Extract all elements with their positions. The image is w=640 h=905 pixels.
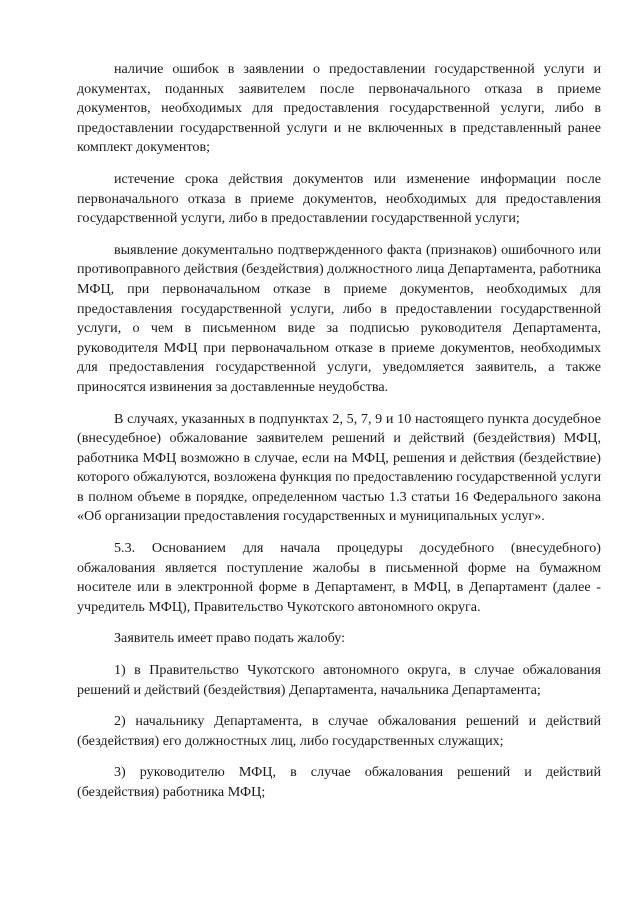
paragraph-document-expiry: истечение срока действия документов или изменение информации после первоначального отказа в приеме документов, необходимых для предоставления государственной услуги, либо в предоставлении государственной услуги; (77, 170, 601, 227)
paragraph-spacer (77, 229, 601, 241)
paragraph-errors-in-application: наличие ошибок в заявлении о предоставлении государственной услуги и документах, поданных заявителем после первоначального отказа в приеме документов, необходимых для предоставления государственной услуги, либо в предоставлении государственной услуги и не включенных в представленный ранее комплект документов; (77, 61, 601, 156)
paragraph-erroneous-action: выявление документально подтвержденного факта (признаков) ошибочного или противоправного действия (бездействия) должностного лица Департамента, работника МФЦ, при первоначальном отказе в приеме документов, необходимых для предоставления государственной услуги, либо в предоставлении государственной услуги, о чем в письменном виде за подписью руководителя Департамента, руководителя МФЦ при первоначальном отказе в приеме документов, необходимых для предоставления государственной услуги, уведомляется заявитель, а также приносятся извинения за доставленные неудобства. (77, 241, 601, 395)
paragraph-right-to-complain: Заявитель имеет право подать жалобу: (114, 630, 345, 647)
paragraph-spacer (77, 700, 601, 712)
paragraph-section-5-3: 5.3. Основанием для начала процедуры досудебного (внесудебного) обжалования является поступление жалобы в письменной форме на бумажном носителе или в электронной форме в Департамент, в МФЦ, в Департамент (далее - учредитель МФЦ), Правительство Чукотского автономного округа. (77, 540, 601, 615)
paragraph-spacer (77, 398, 601, 410)
paragraph-spacer (77, 617, 601, 629)
paragraph-mfc-appeal-cases: В случаях, указанных в подпунктах 2, 5, 7, 9 и 10 настоящего пункта досудебное (внесудебное) обжалование заявителем решений и действий (бездействия) МФЦ, работника МФЦ возможно в случае, если на МФЦ, решения и действия (бездействие) которого обжалуются, возложена функция по предоставлению государственной услуги в полном объеме в порядке, определенном частью 1.3 статьи 16 Федерального закона «Об организации предоставления государственных и муниципальных услуг». (77, 410, 601, 525)
paragraph-spacer (77, 158, 601, 170)
list-item-government: 1) в Правительство Чукотского автономного округа, в случае обжалования решений и действий (бездействия) Департамента, начальника Департамента; (77, 662, 601, 698)
list-item-mfc-head: 3) руководителю МФЦ, в случае обжалования решений и действий (бездействия) работника МФЦ; (77, 764, 601, 800)
list-item-department-head: 2) начальнику Департамента, в случае обжалования решений и действий (бездействия) его должностных лиц, либо государственных служащих; (77, 713, 601, 749)
document-body (77, 60, 601, 803)
paragraph-spacer (77, 527, 601, 539)
paragraph-spacer (77, 751, 601, 763)
paragraph-spacer (77, 649, 601, 661)
